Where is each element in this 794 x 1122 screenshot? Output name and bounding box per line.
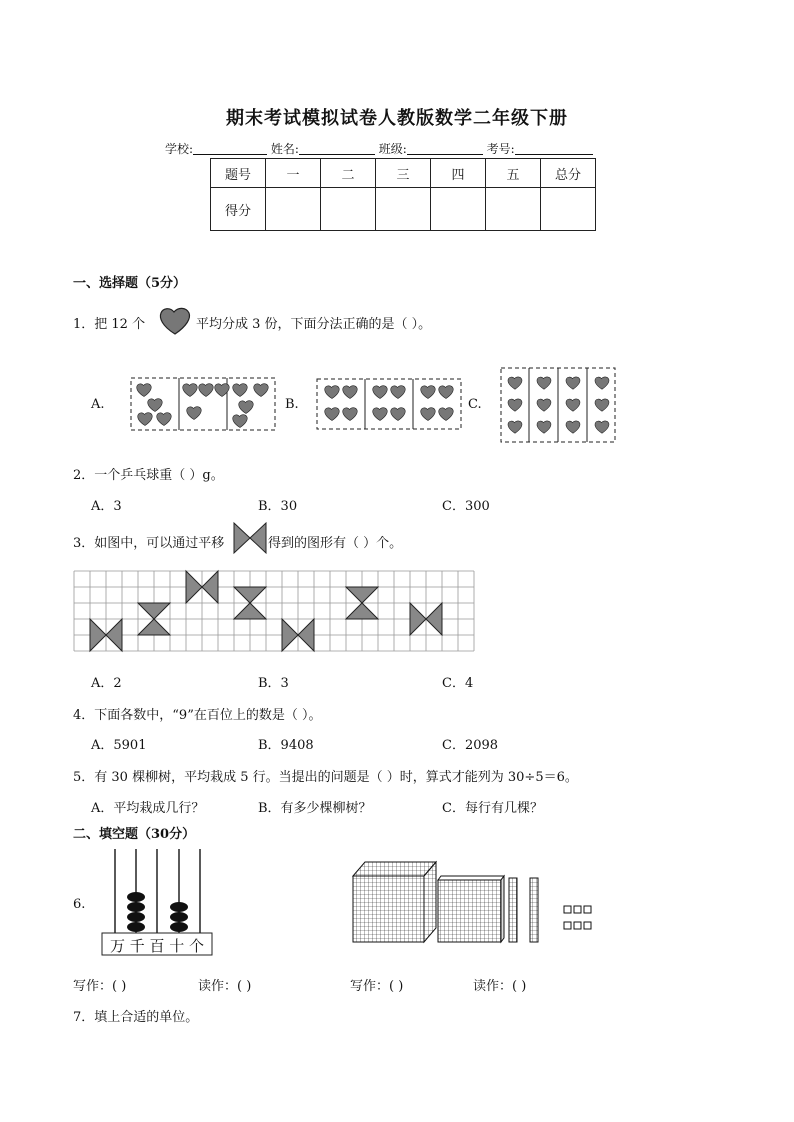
score-header-cell: 总分 <box>541 159 596 188</box>
q4-option-c[interactable]: C．2098 <box>442 738 499 753</box>
score-cell[interactable] <box>486 188 541 231</box>
q3-option-c[interactable]: C．4 <box>442 676 474 691</box>
score-cell[interactable] <box>376 188 431 231</box>
heart-icon <box>566 377 580 389</box>
heart-icon <box>343 386 358 399</box>
q2-text: 2．一个乒乓球重（ ）g。 <box>73 468 224 483</box>
student-info-line <box>165 140 593 157</box>
bowtie-icon <box>233 522 267 554</box>
heart-icon <box>254 384 269 397</box>
number-label: 考号: <box>486 142 515 156</box>
school-label: 学校: <box>165 142 194 156</box>
q1-option-a-figure[interactable] <box>130 377 276 431</box>
section-1-title: 一、选择题（5分） <box>73 276 187 291</box>
q4-option-b[interactable]: B．9408 <box>258 738 314 753</box>
score-cell[interactable] <box>321 188 376 231</box>
q1-option-a-label[interactable]: A. <box>91 397 105 412</box>
heart-icon <box>508 399 522 411</box>
heart-icon <box>439 408 454 421</box>
heart-icon <box>157 413 172 426</box>
q3-text-pre: 3．如图中，可以通过平移 <box>73 536 225 551</box>
heart-icon <box>537 377 551 389</box>
q5-option-b[interactable]: B．有多少棵柳树？ <box>258 801 372 816</box>
heart-icon <box>187 407 202 420</box>
heart-icon <box>421 386 436 399</box>
q1-option-b-figure[interactable] <box>316 378 462 430</box>
q3-grid-figure <box>73 570 477 652</box>
q2-option-b[interactable]: B．30 <box>258 499 298 514</box>
q6-label: 6. <box>73 897 86 912</box>
q6-read-2[interactable]: 读作：( ) <box>473 979 527 994</box>
q4-option-a[interactable]: A．5901 <box>91 738 147 753</box>
q7-text: 7．填上合适的单位。 <box>73 1010 199 1025</box>
q6-write-2[interactable]: 写作：( ) <box>350 979 404 994</box>
score-cell[interactable] <box>266 188 321 231</box>
score-header-cell: 四 <box>431 159 486 188</box>
score-header-cell: 二 <box>321 159 376 188</box>
q2-option-a[interactable]: A．3 <box>91 499 122 514</box>
heart-icon <box>138 413 153 426</box>
q6-write-1[interactable]: 写作：( ) <box>73 979 127 994</box>
q1-option-b-label[interactable]: B. <box>285 397 299 412</box>
q5-option-c[interactable]: C．每行有几棵？ <box>442 801 543 816</box>
heart-icon <box>233 384 248 397</box>
heart-icon <box>537 421 551 433</box>
heart-icon <box>343 408 358 421</box>
school-blank[interactable] <box>193 142 267 155</box>
class-blank[interactable] <box>407 142 483 155</box>
score-row-label: 得分 <box>211 188 266 231</box>
score-cell[interactable] <box>541 188 596 231</box>
score-header-cell: 三 <box>376 159 431 188</box>
base-ten-blocks-figure <box>348 858 608 948</box>
score-header-cell: 一 <box>266 159 321 188</box>
heart-icon <box>595 421 609 433</box>
number-blank[interactable] <box>515 142 593 155</box>
heart-icon <box>391 408 406 421</box>
heart-icon <box>421 408 436 421</box>
heart-icon <box>595 377 609 389</box>
q3-option-a[interactable]: A．2 <box>91 676 122 691</box>
q5-option-a[interactable]: A．平均栽成几行？ <box>91 801 205 816</box>
q6-read-1[interactable]: 读作：( ) <box>198 979 252 994</box>
q3-text-post: 得到的图形有（ ）个。 <box>268 536 403 551</box>
heart-icon <box>325 408 340 421</box>
heart-icon <box>148 399 163 412</box>
heart-icon <box>566 399 580 411</box>
q5-text: 5．有 30 棵柳树，平均栽成 5 行。当提出的问题是（ ）时，算式才能列为 30÷5＝6。 <box>73 770 578 785</box>
heart-icon <box>439 386 454 399</box>
heart-icon <box>325 386 340 399</box>
heart-icon <box>566 421 580 433</box>
heart-icon <box>239 401 254 414</box>
heart-icon <box>158 306 192 336</box>
q3-option-b[interactable]: B．3 <box>258 676 289 691</box>
class-label: 班级: <box>378 142 407 156</box>
heart-icon <box>508 421 522 433</box>
name-label: 姓名: <box>270 142 299 156</box>
heart-icon <box>373 386 388 399</box>
heart-icon <box>537 399 551 411</box>
heart-icon <box>508 377 522 389</box>
score-cell[interactable] <box>431 188 486 231</box>
name-blank[interactable] <box>299 142 375 155</box>
score-header-cell: 五 <box>486 159 541 188</box>
heart-icon <box>183 384 198 397</box>
heart-icon <box>595 399 609 411</box>
heart-icon <box>137 384 152 397</box>
score-table <box>210 158 596 231</box>
section-2-title: 二、填空题（30分） <box>73 827 196 842</box>
q2-option-c[interactable]: C．300 <box>442 499 490 514</box>
heart-icon <box>373 408 388 421</box>
heart-icon <box>199 384 214 397</box>
q1-option-c-label[interactable]: C. <box>468 397 482 412</box>
heart-icon <box>391 386 406 399</box>
page-title: 期末考试模拟试卷人教版数学二年级下册 <box>226 108 568 129</box>
abacus-place-labels: 万 千 百 十 个 <box>109 937 205 955</box>
q1-option-c-figure[interactable] <box>500 367 616 443</box>
q1-text-post: 平均分成 3 份，下面分法正确的是（ ）。 <box>196 317 432 332</box>
score-header-cell: 题号 <box>211 159 266 188</box>
q4-text: 4．下面各数中，“9”在百位上的数是（ ）。 <box>73 708 322 723</box>
q1-text-pre: 1．把 12 个 <box>73 317 146 332</box>
heart-icon <box>233 415 248 428</box>
